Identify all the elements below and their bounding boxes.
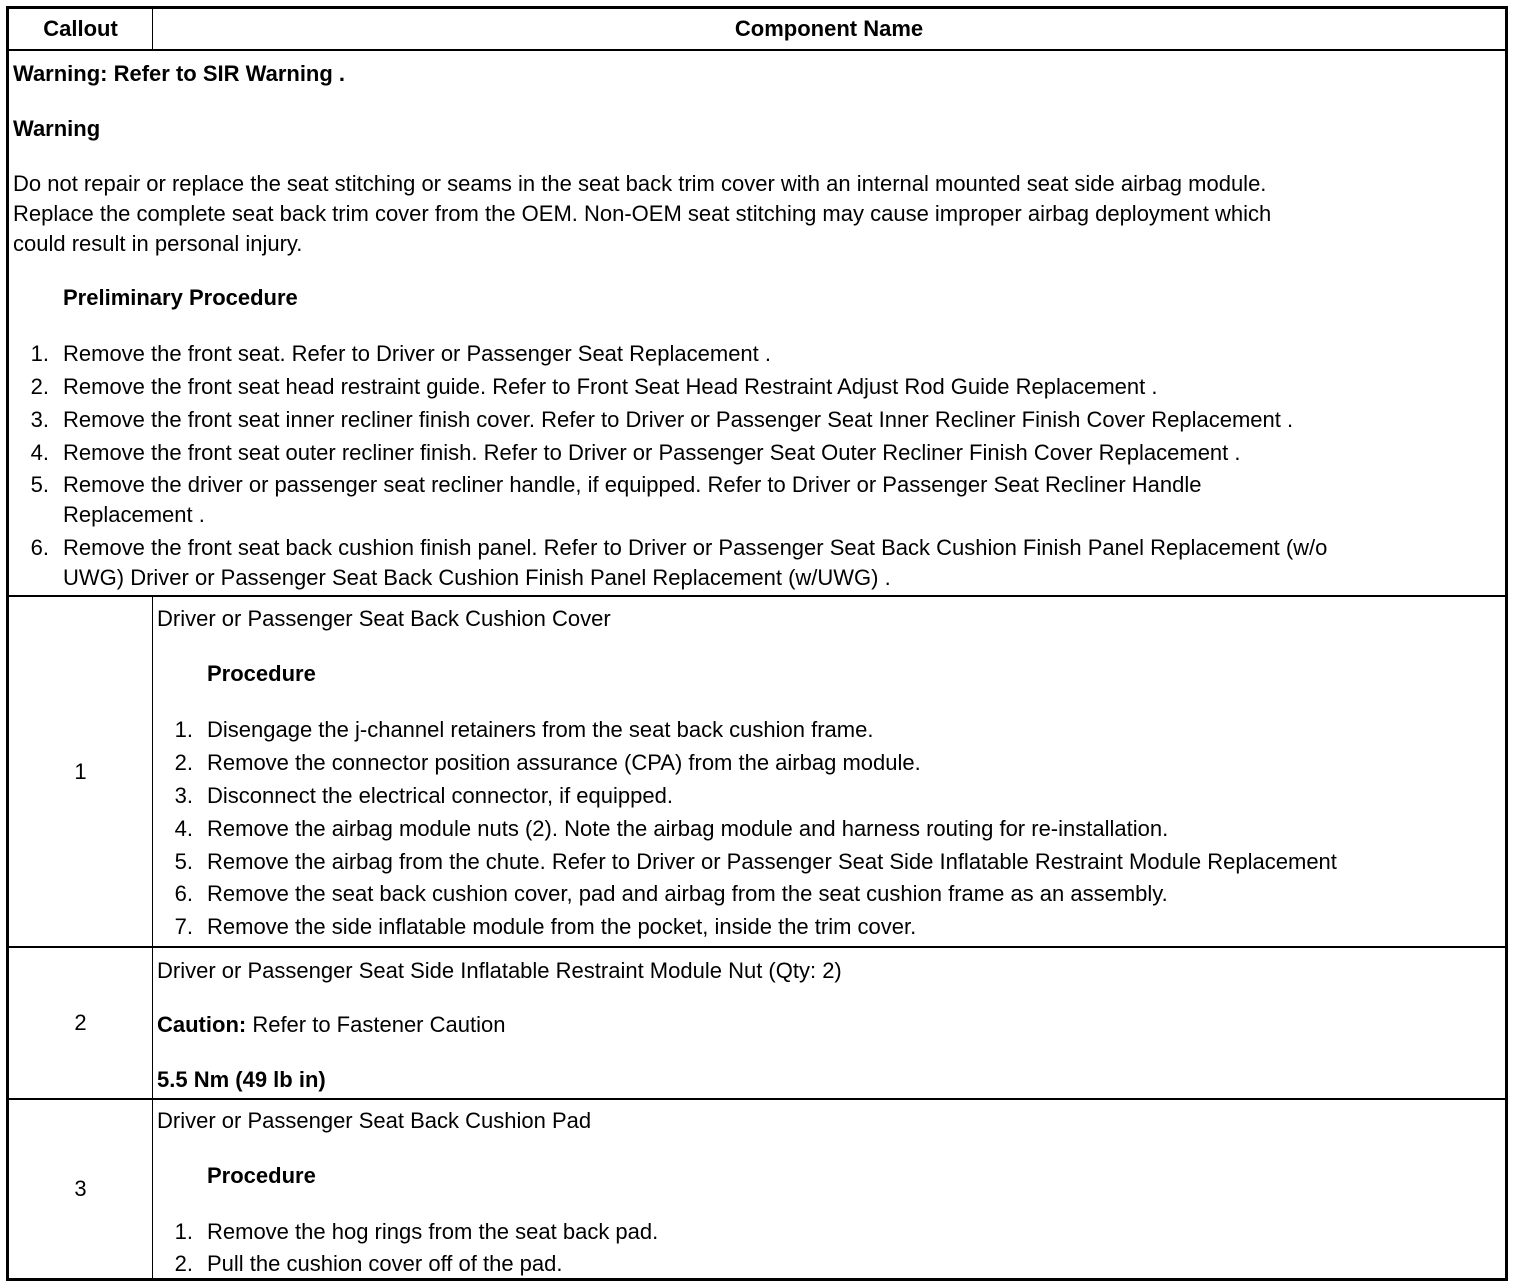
step-number: 2. (174, 1251, 193, 1276)
caution-text: Refer to Fastener Caution (246, 1012, 506, 1037)
warning-reference: Warning: Refer to SIR Warning . (13, 61, 346, 86)
step-number: 6. (174, 881, 193, 906)
header-callout: Callout (9, 9, 153, 49)
warning-text-line: could result in personal injury. (13, 231, 303, 256)
preliminary-procedure-title: Preliminary Procedure (63, 285, 298, 310)
preliminary-step: Remove the front seat outer recliner finish. Refer to Driver or Passenger Seat Outer Recliner Finish Cover Replacement . (63, 440, 1241, 465)
step-number: 1. (30, 341, 49, 366)
table-row (9, 597, 1505, 948)
warning-text-line: Replace the complete seat back trim cover from the OEM. Non-OEM seat stitching may cause improper airbag deployment which (13, 201, 1272, 226)
procedure-step: Disconnect the electrical connector, if equipped. (207, 783, 673, 808)
step-number: 1. (174, 1219, 193, 1244)
step-number: 5. (30, 472, 49, 497)
component-cell (153, 948, 1505, 1098)
table-header (9, 9, 1505, 51)
preliminary-step: Remove the front seat inner recliner finish cover. Refer to Driver or Passenger Seat Inner Recliner Finish Cover Replacement . (63, 407, 1294, 432)
procedure-step: Remove the airbag from the chute. Refer to Driver or Passenger Seat Side Inflatable Restraint Module Replacement (207, 849, 1337, 874)
procedure-step: Remove the hog rings from the seat back pad. (207, 1219, 659, 1244)
component-table (6, 6, 1508, 1281)
component-name: Driver or Passenger Seat Back Cushion Pad (157, 1108, 592, 1133)
step-number: 1. (174, 717, 193, 742)
header-component-name: Component Name (734, 16, 924, 41)
step-number: 2. (30, 374, 49, 399)
procedure-step: Remove the airbag module nuts (2). Note the airbag module and harness routing for re-installation. (207, 816, 1169, 841)
step-number: 3. (30, 407, 49, 432)
procedure-step: Disengage the j-channel retainers from the seat back cushion frame. (207, 717, 874, 742)
preliminary-step: Remove the front seat. Refer to Driver or Passenger Seat Replacement . (63, 341, 771, 366)
preliminary-step: Remove the front seat head restraint guide. Refer to Front Seat Head Restraint Adjust Rod Guide Replacement . (63, 374, 1158, 399)
caution-label: Caution: (157, 1012, 247, 1037)
procedure-step: Pull the cushion cover off of the pad. (207, 1251, 563, 1276)
step-number: 4. (174, 816, 193, 841)
procedure-step: Remove the side inflatable module from the pocket, inside the trim cover. (207, 914, 917, 939)
procedure-title: Procedure (207, 1163, 316, 1188)
warning-title: Warning (13, 116, 101, 141)
component-name: Driver or Passenger Seat Side Inflatable Restraint Module Nut (Qty: 2) (157, 958, 842, 983)
step-number: 7. (174, 914, 193, 939)
step-number: 2. (174, 750, 193, 775)
component-cell (153, 597, 1505, 946)
table-row (9, 948, 1505, 1100)
callout-number: 2 (9, 948, 153, 1098)
torque-spec: 5.5 Nm (49 lb in) (157, 1067, 326, 1092)
step-number: 3. (174, 783, 193, 808)
callout-number: 3 (9, 1100, 153, 1278)
table-row (9, 1100, 1505, 1278)
component-cell (153, 1100, 1505, 1278)
preliminary-step-continued: Replacement . (63, 502, 205, 527)
procedure-step: Remove the connector position assurance (CPA) from the airbag module. (207, 750, 921, 775)
preliminary-step: Remove the front seat back cushion finish panel. Refer to Driver or Passenger Seat Back Cushion Finish Panel Replacement (w/o (63, 535, 1328, 560)
component-name: Driver or Passenger Seat Back Cushion Cover (157, 606, 611, 631)
step-number: 4. (30, 440, 49, 465)
preliminary-step-continued: UWG) Driver or Passenger Seat Back Cushion Finish Panel Replacement (w/UWG) . (63, 565, 891, 590)
step-number: 6. (30, 535, 49, 560)
general-warning-row (9, 51, 1505, 597)
callout-number: 1 (9, 597, 153, 946)
step-number: 5. (174, 849, 193, 874)
procedure-title: Procedure (207, 661, 316, 686)
procedure-step: Remove the seat back cushion cover, pad and airbag from the seat cushion frame as an assembly. (207, 881, 1168, 906)
warning-text-line: Do not repair or replace the seat stitching or seams in the seat back trim cover with an internal mounted seat side airbag module. (13, 171, 1267, 196)
caution-note (157, 1012, 505, 1038)
preliminary-step: Remove the driver or passenger seat recliner handle, if equipped. Refer to Driver or Passenger Seat Recliner Handle (63, 472, 1202, 497)
